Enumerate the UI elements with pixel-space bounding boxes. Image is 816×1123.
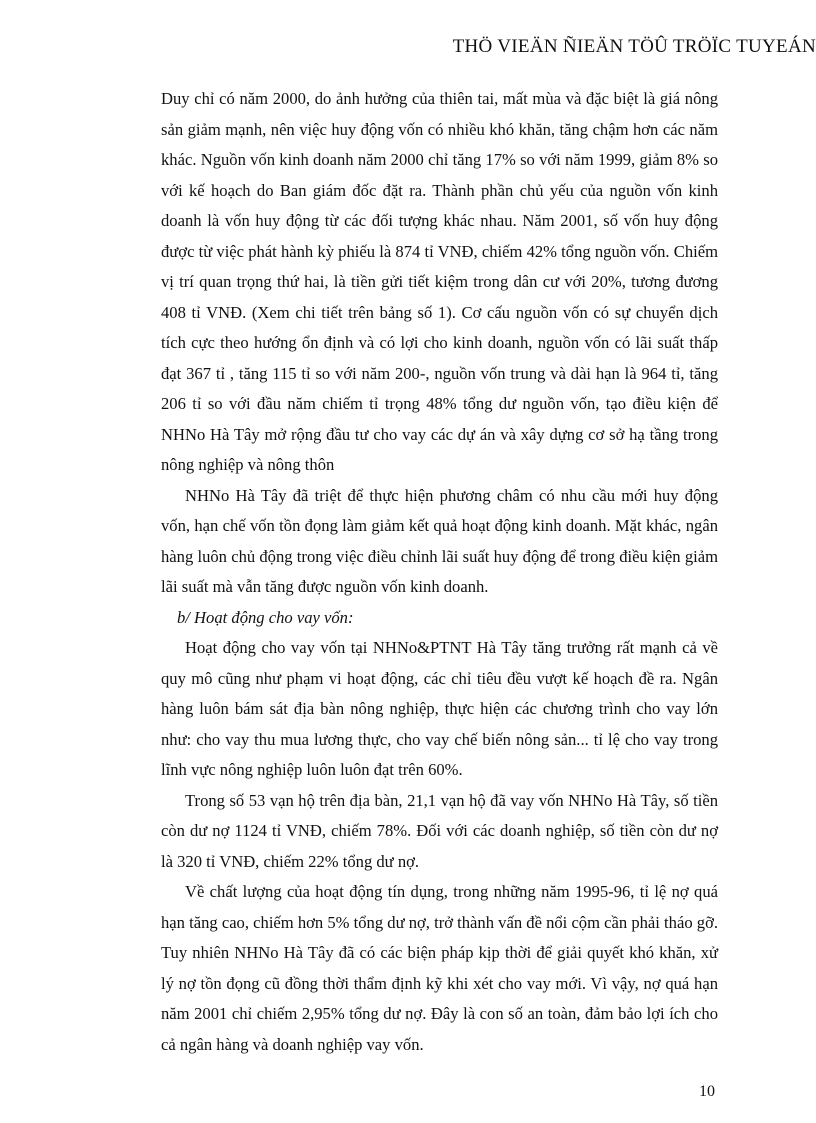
running-header: THÖ VIEÄN ÑIEÄN TÖÛ TRÖÏC TUYEÁN: [452, 36, 816, 57]
paragraph-lending-growth: Hoạt động cho vay vốn tại NHNo&PTNT Hà Tây tăng trưởng rất mạnh cả về quy mô cũng như phạm vi hoạt động, các chỉ tiêu đều vượt kế hoạch đề ra. Ngân hàng luôn bám sát địa bàn nông nghiệp, thực hiện các chương trình cho vay lớn như: cho vay thu mua lương thực, cho vay chế biến nông sản... tỉ lệ cho vay trong lĩnh vực nông nghiệp luôn luôn đạt trên 60%.: [161, 638, 718, 779]
paragraph-lending-households: Trong số 53 vạn hộ trên địa bàn, 21,1 vạn hộ đã vay vốn NHNo Hà Tây, số tiền còn dư nợ 1124 tỉ VNĐ, chiếm 78%. Đối với các doanh nghiệp, số tiền còn dư nợ là 320 tỉ VNĐ, chiếm 22% tổng dư nợ.: [161, 790, 718, 871]
paragraph-capital-mobilization: Duy chỉ có năm 2000, do ảnh hưởng của thiên tai, mất mùa và đặc biệt là giá nông sản giảm mạnh, nên việc huy động vốn có nhiều khó khăn, tăng chậm hơn các năm khác. Nguồn vốn kinh doanh năm 2000 chỉ tăng 17% so với năm 1999, giảm 8% so với kế hoạch do Ban giám đốc đặt ra. Thành phần chủ yếu của nguồn vốn kinh doanh là vốn huy động từ các đối tượng khác nhau. Năm 2001, số vốn huy động được từ việc phát hành kỳ phiếu là 874 tỉ VNĐ, chiếm 42% tổng nguồn vốn. Chiếm vị trí quan trọng thứ hai, là tiền gửi tiết kiệm trong dân cư với 20%, tương đương 408 tỉ VNĐ. (Xem chi tiết trên bảng số 1). Cơ cấu nguồn vốn có sự chuyển dịch tích cực theo hướng ổn định và có lợi cho kinh doanh, nguồn vốn có lãi suất thấp đạt 367 tỉ , tăng 115 tỉ so với năm 200-, nguồn vốn trung và dài hạn là 964 tỉ, tăng 206 tỉ so với đầu năm chiếm tỉ trọng 48% tổng dư nguồn vốn, tạo điều kiện để NHNo Hà Tây mở rộng đầu tư cho vay các dự án và xây dựng cơ sở hạ tầng trong nông nghiệp và nông thôn: [161, 89, 718, 474]
paragraph-credit-quality: Về chất lượng của hoạt động tín dụng, trong những năm 1995-96, tỉ lệ nợ quá hạn tăng cao, chiếm hơn 5% tổng dư nợ, trở thành vấn đề nổi cộm cần phải tháo gỡ. Tuy nhiên NHNo Hà Tây đã có các biện pháp kịp thời để giải quyết khó khăn, xử lý nợ tồn đọng cũ đồng thời thẩm định kỹ khi xét cho vay mới. Vì vậy, nợ quá hạn năm 2001 chỉ chiếm 2,95% tổng dư nợ. Đây là con số an toàn, đảm bảo lợi ích cho cả ngân hàng và doanh nghiệp vay vốn.: [161, 882, 718, 1054]
paragraph-capital-policy: NHNo Hà Tây đã triệt để thực hiện phương châm có nhu cầu mới huy động vốn, hạn chế vốn tồn đọng làm giảm kết quả hoạt động kinh doanh. Mặt khác, ngân hàng luôn chủ động trong việc điều chỉnh lãi suất huy động để trong điều kiện giảm lãi suất mà vẫn tăng được nguồn vốn kinh doanh.: [161, 485, 718, 596]
section-heading-lending: b/ Hoạt động cho vay vốn:: [177, 607, 354, 627]
document-body: [161, 84, 718, 1060]
page-number: 10: [699, 1083, 715, 1100]
